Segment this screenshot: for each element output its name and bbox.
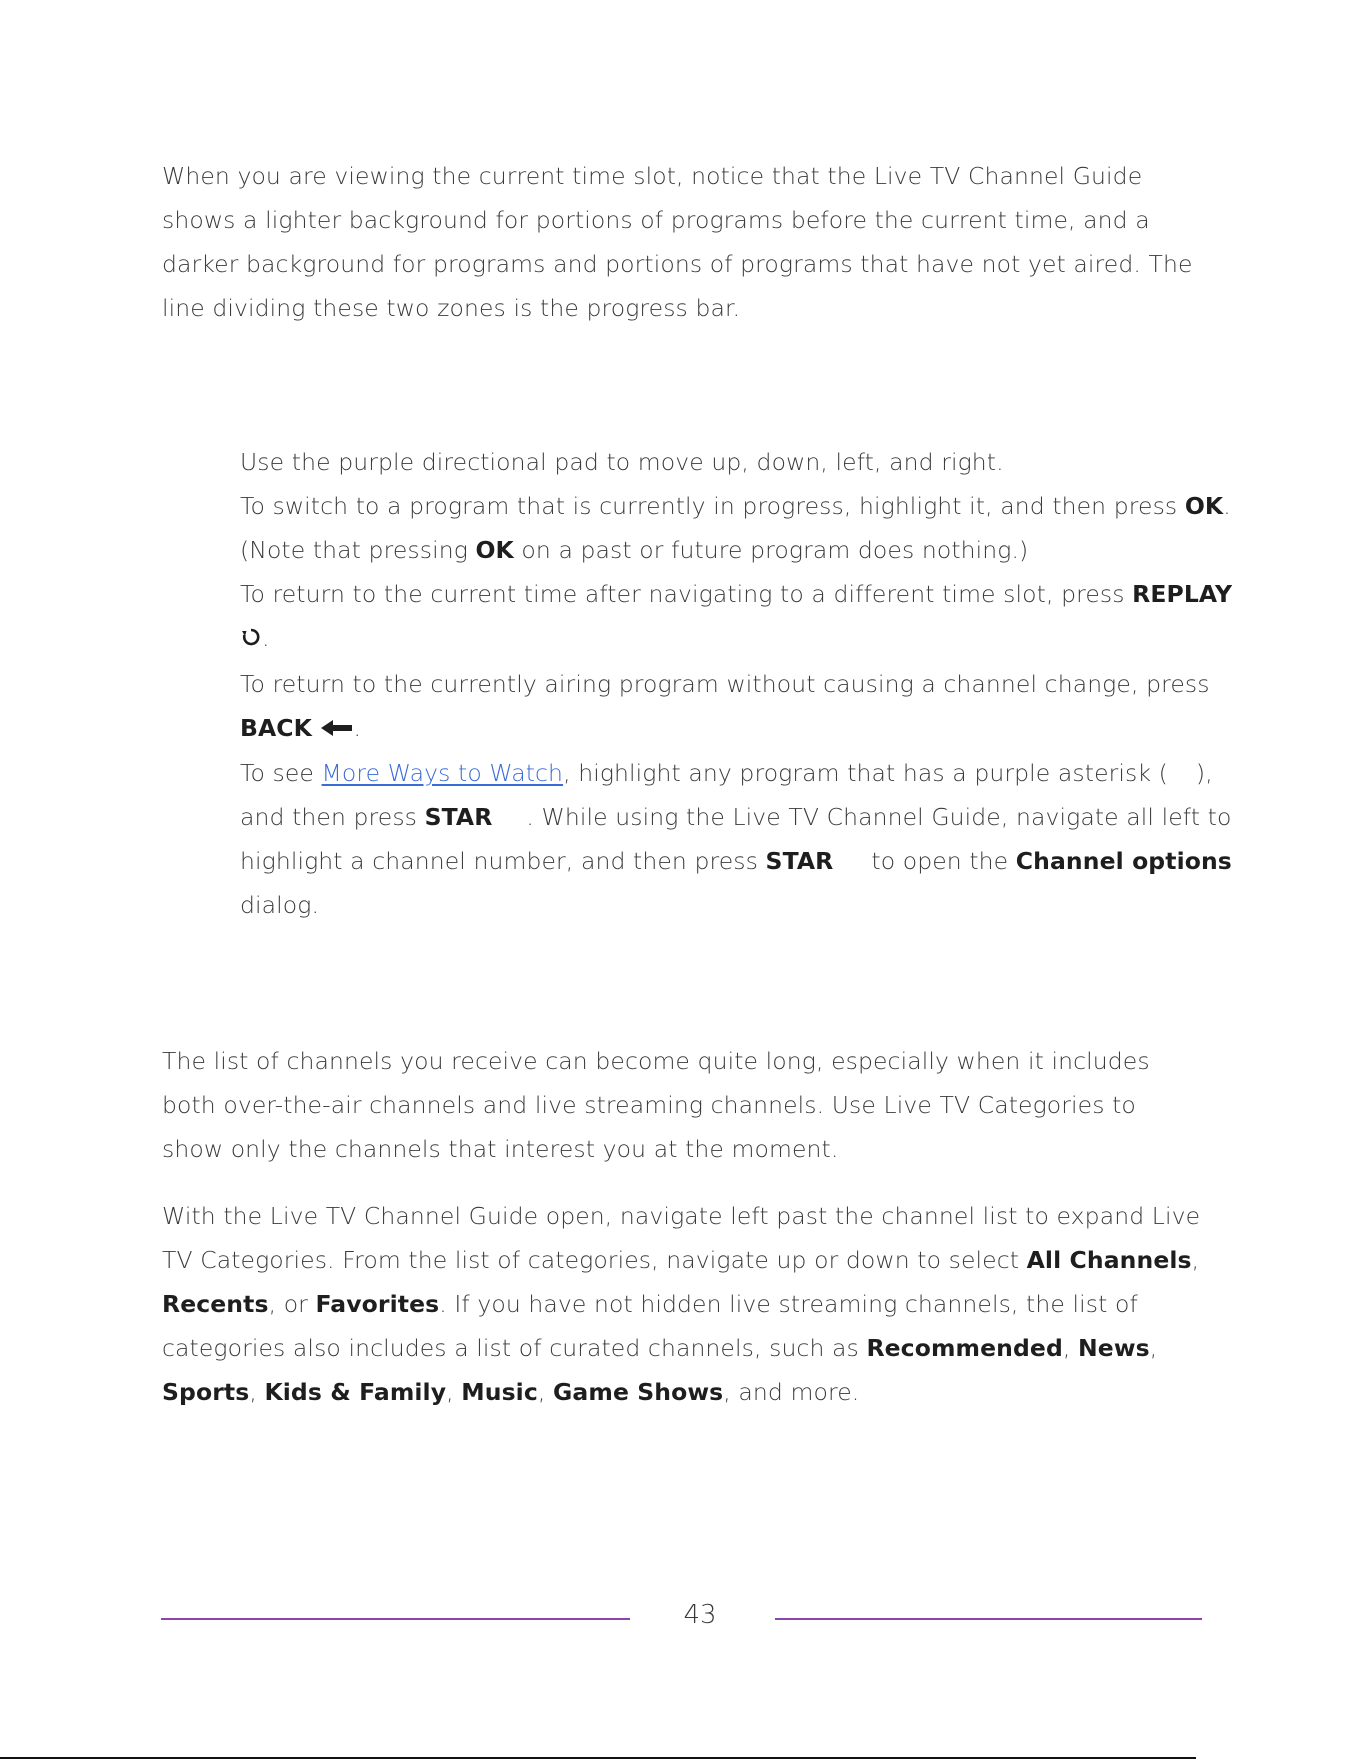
page-bottom-edge — [0, 1757, 1196, 1759]
step-more-ways-text-d: . While using the Live TV Channel Guide, navigate all left to highlight a channel number, and then press — [240, 803, 1232, 875]
channel-options-label: Channel options — [1015, 847, 1232, 875]
step-return-text: To return to the current time after navigating to a different time slot, press — [240, 580, 1133, 608]
ok-key-label: OK — [1184, 492, 1224, 520]
separator: , — [249, 1378, 265, 1406]
categories-detail-paragraph — [162, 1194, 1202, 1414]
intro-text: When you are viewing the current time slot, notice that the Live TV Channel Guide shows a lighter background for portions of programs before the current time, and a darker background for programs and portions of programs that have not yet aired. The line dividing these two zones is the progress bar. — [162, 162, 1193, 322]
recents-label: Recents — [162, 1290, 269, 1318]
ok-key-label-2: OK — [475, 536, 514, 564]
separator: , — [537, 1378, 554, 1406]
step-dpad-text: Use the purple directional pad to move up, down, left, and right. — [240, 448, 1004, 476]
music-label: Music — [461, 1378, 538, 1406]
intro-paragraph — [162, 154, 1202, 330]
navigation-steps — [240, 440, 1240, 927]
step-return-current-time — [240, 572, 1240, 662]
step-more-ways-text-e: to open the — [871, 847, 1016, 875]
separator: , or — [268, 1290, 316, 1318]
separator: , — [1191, 1246, 1200, 1274]
step-dpad — [240, 440, 1240, 484]
game-shows-label: Game Shows — [553, 1378, 724, 1406]
separator: , — [446, 1378, 462, 1406]
categories-detail-text — [162, 1194, 1202, 1414]
categories-detail-a: With the Live TV Channel Guide open, navigate left past the channel list to expand Live TV Categories. From the list of categories, navigate up or down to select — [162, 1202, 1201, 1274]
all-channels-label: All Channels — [1026, 1246, 1192, 1274]
star-key-label-2: STAR — [765, 847, 834, 875]
step-airing-end: . — [353, 713, 362, 742]
step-more-ways-text-b: , highlight any program that has a purple asterisk ( — [563, 759, 1168, 787]
step-return-end: . — [262, 624, 270, 652]
categories-detail-b: . If you have not hidden live streaming channels, the list of categories also includes a list of curated channels, such as — [162, 1290, 1138, 1362]
separator: , — [1062, 1334, 1079, 1362]
back-arrow-icon — [320, 707, 354, 751]
sports-label: Sports — [162, 1378, 250, 1406]
footer-rule-right — [775, 1618, 1202, 1620]
step-airing-text: To return to the currently airing program without causing a channel change, press — [240, 669, 1210, 698]
footer-rule-left — [161, 1618, 630, 1620]
kids-family-label: Kids & Family — [264, 1378, 447, 1406]
step-switch-note-end: on a past or future program does nothing.) — [513, 536, 1029, 564]
more-ways-to-watch-link[interactable]: More Ways to Watch — [321, 759, 564, 787]
separator: , — [1149, 1334, 1158, 1362]
step-more-ways — [240, 751, 1240, 927]
replay-key-label: REPLAY — [1132, 580, 1233, 608]
page-number: 43 — [683, 1600, 717, 1630]
recommended-label: Recommended — [866, 1334, 1063, 1362]
star-key-label: STAR — [424, 803, 493, 831]
replay-icon — [240, 618, 262, 662]
step-return-airing — [240, 662, 1240, 752]
categories-detail-c: , and more. — [723, 1378, 860, 1406]
back-key-label: BACK — [240, 713, 312, 742]
step-more-ways-text-c: ), and then press — [240, 759, 1213, 831]
news-label: News — [1078, 1334, 1150, 1362]
step-switch-text: To switch to a program that is currently in progress, highlight it, and then press — [240, 492, 1185, 520]
step-more-ways-text-f: dialog. — [240, 891, 320, 919]
step-switch-note: . (Note that pressing — [240, 492, 1231, 564]
categories-intro-paragraph — [162, 1039, 1202, 1171]
step-switch-program — [240, 484, 1240, 572]
favorites-label: Favorites — [315, 1290, 440, 1318]
step-more-ways-text: To see — [240, 759, 322, 787]
categories-intro-text: The list of channels you receive can become quite long, especially when it includes both over-the-air channels and live streaming channels. Use Live TV Categories to show only the channels that interest you at the moment. — [162, 1047, 1150, 1163]
